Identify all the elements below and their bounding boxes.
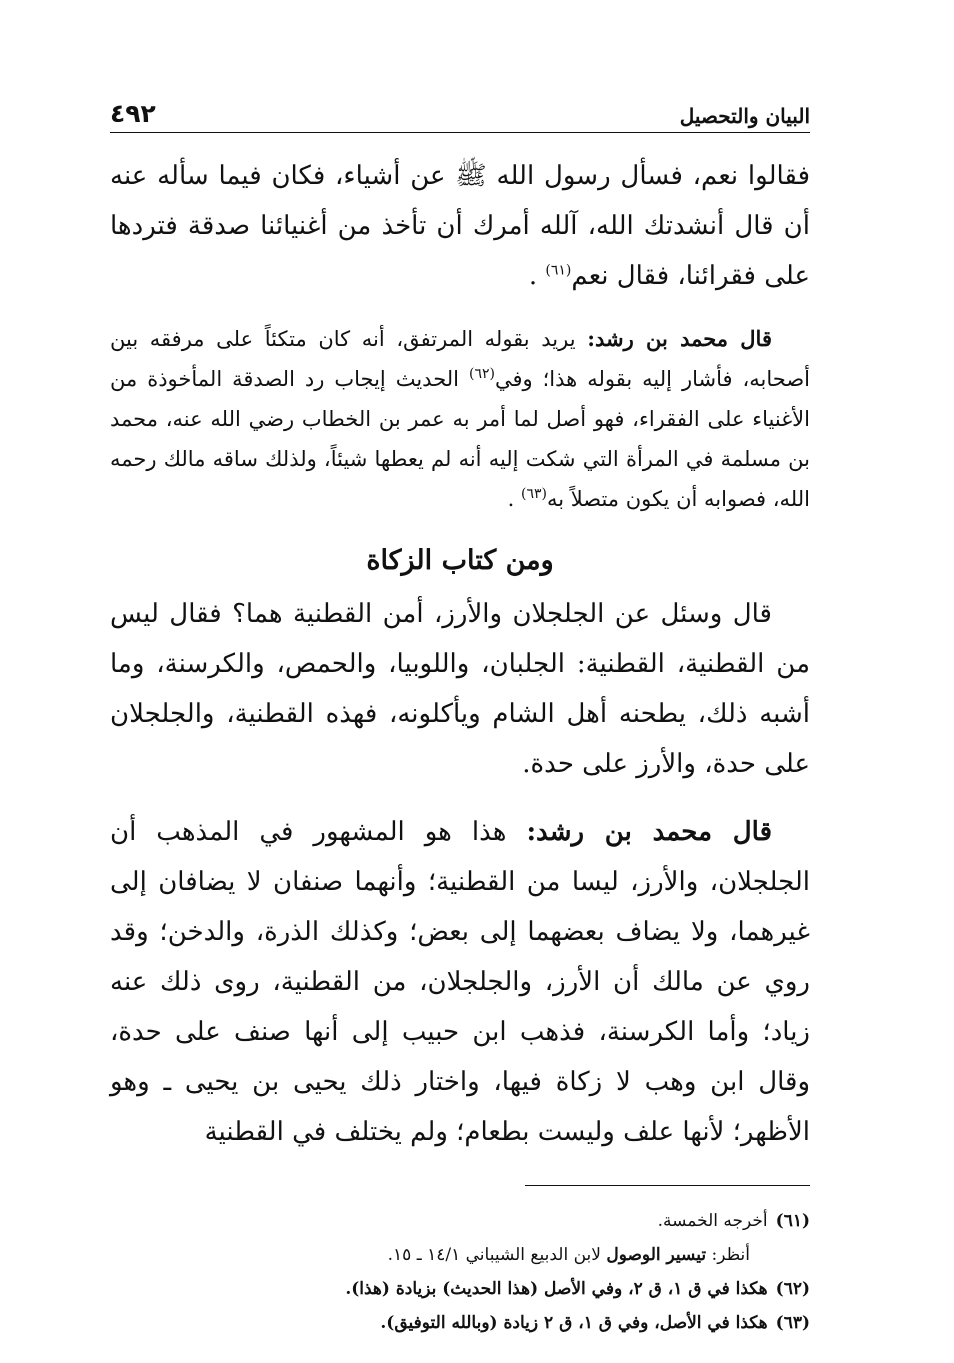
- paragraph-question-text: قال وسئل عن الجلجلان والأرز، أمن القطنية هما؟ فقال ليس من القطنية، القطنية: الجلبان، واللوبيا، والحمص، والكرسنة، وما أشبه ذلك، يطحنه أهل الشام ويأكلونه، فهذه القطنية، والجلجلان على حدة، والأرز على حدة.: [110, 599, 810, 779]
- footnote-61-reference: [110, 1238, 810, 1272]
- footnote-divider: [525, 1185, 810, 1186]
- footnote-text: هكذا في الأصل، وفي ق ١، ق ٢ زيادة (وبالله التوفيق).: [380, 1313, 768, 1333]
- footnote-number: (٦٢): [775, 1279, 810, 1299]
- footnote-book-title: تيسير الوصول: [606, 1245, 707, 1265]
- footnote-text: لابن الدبيع الشيباني ١٤/١ ـ ١٥.: [387, 1245, 607, 1265]
- paragraph-commentary-2: [110, 807, 810, 1157]
- speaker-label: قال محمد بن رشد:: [587, 326, 772, 351]
- commentary-2-text: هذا هو المشهور في المذهب أن الجلجلان، والأرز، ليسا من القطنية؛ وأنهما صنفان لا يضافان إلى غيرهما، ولا يضاف بعضهما إلى بعض؛ وكذلك الذرة، والدخن؛ وقد روي عن مالك أن الأرز، والجلجلان، من القطنية، روى ذلك عنه زياد؛ وأما الكرسنة، فذهب ابن حبيب إلى أنها صنف على حدة، وقال ابن وهب لا زكاة فيها، واختار ذلك يحيى بن يحيى ـ وهو الأظهر؛ لأنها علف وليست بطعام؛ ولم يختلف في القطنية: [110, 817, 810, 1147]
- footnotes: [110, 1204, 810, 1340]
- footnote-ref-62: (٦٢): [468, 366, 495, 382]
- footnote-prefix: أنظر:: [706, 1245, 750, 1265]
- footnote-text: هكذا في ق ١، ق ٢، وفي الأصل (هذا الحديث) بزيادة (هذا).: [345, 1279, 768, 1299]
- paragraph-question: [110, 589, 810, 789]
- paragraph-hadith-tail: .: [528, 261, 546, 291]
- paragraph-hadith: [110, 151, 810, 301]
- commentary-1-part2: الحديث إيجاب رد الصدقة المأخوذة من الأغنياء على الفقراء، فهو أصل لما أمر به عمر بن الخطاب رضي الله عنه، محمد بن مسلمة في المرأة التي شكت إليه أنه لم يعطها شيئاً، ولذلك ساقه مالك رحمه الله، فصوابه أن يكون متصلاً به: [110, 367, 810, 511]
- book-title: البيان والتحصيل: [679, 104, 810, 128]
- page-number: ٤٩٢: [110, 99, 156, 128]
- footnote-ref-63: (٦٣): [520, 486, 547, 502]
- speaker-label-2: قال محمد بن رشد:: [526, 817, 773, 847]
- footnote-number: (٦٣): [775, 1313, 810, 1333]
- paragraph-hadith-text: فقالوا نعم، فسأل رسول الله ﷺ عن أشياء، فكان فيما سأله عنه أن قال أنشدتك الله، آلله أمرك أن تأخذ من أغنيائنا صدقة فتردها على فقرائنا، فقال نعم: [110, 161, 810, 291]
- footnote-62: [110, 1272, 810, 1306]
- footnote-number: (٦١): [775, 1211, 810, 1231]
- footnote-ref-61: (٦١): [545, 262, 572, 279]
- commentary-1-tail: .: [507, 487, 521, 511]
- section-heading: ومن كتاب الزكاة: [366, 545, 554, 576]
- commentary-1-part1: يريد بقوله المرتفق، أنه كان متكئاً على مرفقه بين أصحابه، فأشار إليه بقوله هذا؛ وفي: [110, 327, 810, 391]
- footnote-63: [110, 1306, 810, 1340]
- running-header: [110, 90, 810, 133]
- paragraph-commentary-1: [110, 319, 810, 519]
- book-page: [110, 90, 810, 1340]
- footnote-61: [110, 1204, 810, 1238]
- footnote-text: أخرجه الخمسة.: [657, 1211, 768, 1231]
